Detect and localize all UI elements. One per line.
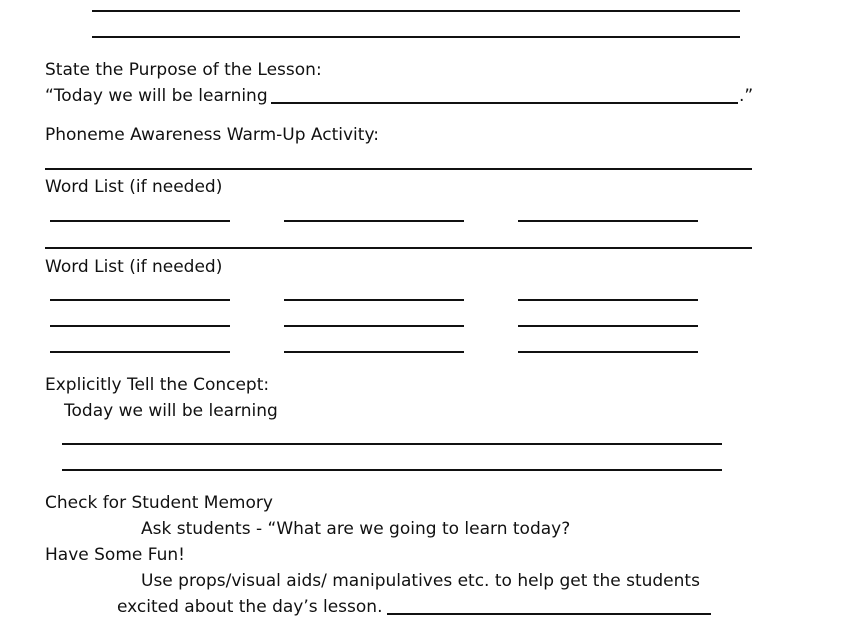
memory-instruction: Ask students - “What are we going to learn today? bbox=[141, 519, 571, 539]
word-list-2-blank[interactable] bbox=[50, 299, 230, 301]
purpose-prompt-close: .” bbox=[739, 86, 754, 106]
word-list-1-blank[interactable] bbox=[284, 220, 464, 222]
word-list-divider-line[interactable] bbox=[45, 247, 752, 249]
word-list-2-blank[interactable] bbox=[50, 325, 230, 327]
concept-heading: Explicitly Tell the Concept: bbox=[45, 375, 270, 395]
word-list-2-blank[interactable] bbox=[518, 325, 698, 327]
purpose-heading: State the Purpose of the Lesson: bbox=[45, 60, 322, 80]
top-blank-line-2[interactable] bbox=[92, 36, 740, 38]
word-list-2-blank[interactable] bbox=[518, 351, 698, 353]
concept-blank-line-2[interactable] bbox=[62, 469, 722, 471]
word-list-1-heading: Word List (if needed) bbox=[45, 177, 223, 197]
phoneme-heading: Phoneme Awareness Warm-Up Activity: bbox=[45, 125, 379, 145]
word-list-2-blank[interactable] bbox=[284, 299, 464, 301]
concept-blank-line-1[interactable] bbox=[62, 443, 722, 445]
phoneme-blank-line[interactable] bbox=[45, 168, 752, 170]
fun-blank-line[interactable] bbox=[387, 613, 711, 615]
word-list-1-blank[interactable] bbox=[50, 220, 230, 222]
word-list-1-blank[interactable] bbox=[518, 220, 698, 222]
fun-heading: Have Some Fun! bbox=[45, 545, 185, 565]
word-list-2-blank[interactable] bbox=[518, 299, 698, 301]
word-list-2-blank[interactable] bbox=[284, 351, 464, 353]
word-list-2-blank[interactable] bbox=[284, 325, 464, 327]
purpose-prompt-open: “Today we will be learning bbox=[45, 86, 268, 106]
word-list-2-heading: Word List (if needed) bbox=[45, 257, 223, 277]
fun-line-2: excited about the day’s lesson. bbox=[117, 597, 383, 617]
concept-lead: Today we will be learning bbox=[64, 401, 278, 421]
purpose-blank-line[interactable] bbox=[271, 102, 738, 104]
fun-line-1: Use props/visual aids/ manipulatives etc. to help get the students bbox=[141, 571, 700, 591]
top-blank-line-1[interactable] bbox=[92, 10, 740, 12]
word-list-2-blank[interactable] bbox=[50, 351, 230, 353]
memory-heading: Check for Student Memory bbox=[45, 493, 273, 513]
